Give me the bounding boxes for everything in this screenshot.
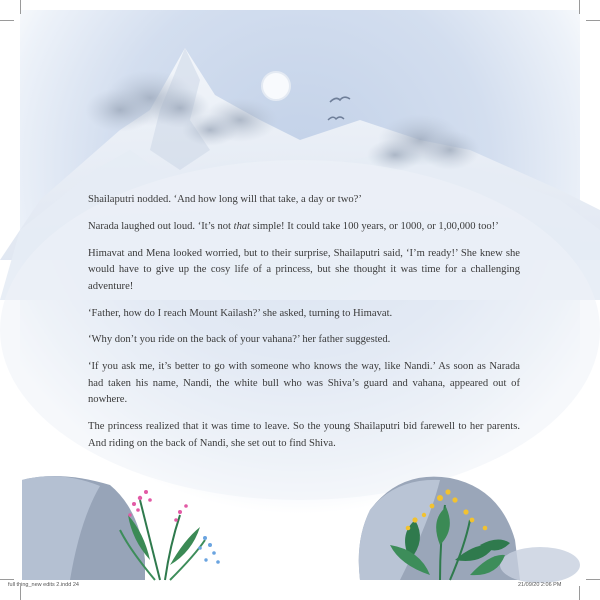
slug-timestamp: 21/09/20 2:06 PM [518,582,562,588]
paragraph-4: ‘Father, how do I reach Mount Kailash?’ she asked, turning to Himavat. [88,307,393,319]
paragraph-2 [88,219,520,236]
crop-mark-top-left-h [0,20,14,21]
paragraph-2-end: simple! It could take 100 years, or 1000, or 1,00,000 too!’ [250,220,499,232]
paragraph-3: Himavat and Mena looked worried, but to their surprise, Shailaputri said, ‘I’m ready!’ She knew she would have to give up the cosy life of a princess, but she thought it was time for a challenging adventure! [88,247,520,292]
crop-mark-top-left [20,0,21,14]
paragraph-7: The princess realized that it was time to leave. So the young Shailaputri bid farewell to her parents. And riding on the back of Nandi, she set out to find Shiva. [88,421,520,449]
paragraph-6: ‘If you ask me, it’s better to go with someone who knows the way, like Nandi.’ As soon as Narada had taken his name, Nandi, the white bull who was Shiva’s guard and vahana, appeared out of nowhere. [88,361,520,406]
crop-mark-top-right [579,0,580,14]
crop-mark-bottom-right [579,586,580,600]
moon [262,72,290,100]
paragraph-1: Shailaputri nodded. ‘And how long will that take, a day or two?’ [88,194,362,205]
crop-mark-top-right-h [586,20,600,21]
paragraph-5: ‘Why don’t you ride on the back of your vahana?’ her father suggested. [88,334,391,346]
slug-filename: full thing_new edits 2.indd 24 [8,582,79,588]
crop-mark-bottom-left [20,586,21,600]
paragraph-2-emphasis: that [233,220,251,232]
paragraph-2-start: Narada laughed out loud. ‘It’s not [88,220,234,232]
crop-mark-bottom-left-h [0,579,14,580]
story-text [88,192,520,462]
crop-mark-bottom-right-h [586,579,600,580]
